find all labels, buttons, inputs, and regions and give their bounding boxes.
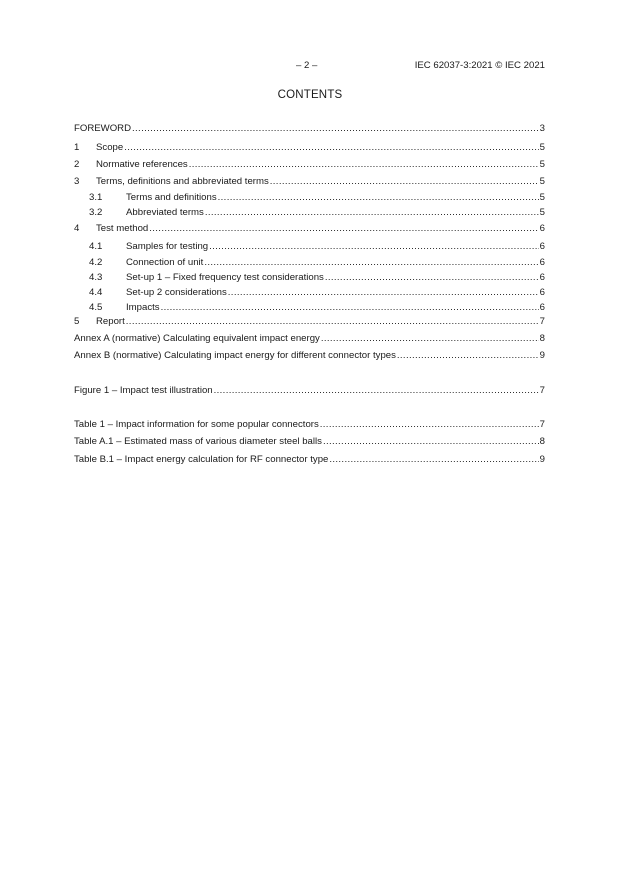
toc-page-number: 6 xyxy=(539,223,545,234)
page-header xyxy=(74,60,545,74)
toc-leader-dots xyxy=(161,301,539,315)
toc-leader-dots xyxy=(124,141,538,155)
toc-leader-dots xyxy=(323,435,539,449)
toc-page-number: 9 xyxy=(539,350,545,361)
toc-page-number: 5 xyxy=(539,176,545,187)
toc-label: Table 1 – Impact information for some popular connectors xyxy=(74,419,319,430)
toc-section-number: 4.1 xyxy=(89,241,103,252)
contents-title: CONTENTS xyxy=(277,89,343,101)
toc-section-number: 2 xyxy=(74,159,80,170)
toc-label: Connection of unit xyxy=(126,257,204,268)
toc-section-number: 4.2 xyxy=(89,257,103,268)
toc-leader-dots xyxy=(325,271,539,285)
toc-entry-terms-definitions[interactable] xyxy=(74,175,545,189)
page-number: – 2 – xyxy=(296,60,318,71)
toc-section-number: 3.2 xyxy=(89,207,103,218)
toc-page-number: 7 xyxy=(539,419,545,430)
toc-entry-4-3[interactable] xyxy=(74,271,545,285)
toc-leader-dots xyxy=(218,191,539,205)
toc-section-number: 3.1 xyxy=(89,192,103,203)
toc-leader-dots xyxy=(189,158,539,172)
toc-section-number: 1 xyxy=(74,142,80,153)
toc-entry-figure-1[interactable] xyxy=(74,384,545,398)
toc-entry-foreword[interactable] xyxy=(74,122,545,136)
toc-page-number: 8 xyxy=(539,436,545,447)
toc-entry-4-2[interactable] xyxy=(74,256,545,270)
toc-label: Annex A (normative) Calculating equivalent impact energy xyxy=(74,333,320,344)
toc-entry-4-4[interactable] xyxy=(74,286,545,300)
toc-leader-dots xyxy=(270,175,539,189)
toc-page-number: 7 xyxy=(539,385,545,396)
toc-page-number: 5 xyxy=(539,192,545,203)
toc-leader-dots xyxy=(209,240,539,254)
toc-page-number: 5 xyxy=(539,159,545,170)
toc-leader-dots xyxy=(214,384,539,398)
toc-entry-table-b-1[interactable] xyxy=(74,453,545,467)
toc-section-number: 4.3 xyxy=(89,272,103,283)
toc-label: FOREWORD xyxy=(74,123,132,134)
toc-leader-dots xyxy=(228,286,539,300)
toc-leader-dots xyxy=(321,332,539,346)
toc-label: Scope xyxy=(96,142,124,153)
toc-entry-report[interactable] xyxy=(74,315,545,329)
toc-entry-scope[interactable] xyxy=(74,141,545,155)
toc-label: Figure 1 – Impact test illustration xyxy=(74,385,213,396)
toc-leader-dots xyxy=(205,206,539,220)
toc-page-number: 6 xyxy=(539,287,545,298)
toc-entry-annex-a[interactable] xyxy=(74,332,545,346)
toc-page-number: 5 xyxy=(539,207,545,218)
toc-leader-dots xyxy=(149,222,538,236)
toc-label: Report xyxy=(96,316,125,327)
toc-entry-4-1[interactable] xyxy=(74,240,545,254)
toc-entry-table-1[interactable] xyxy=(74,418,545,432)
toc-page-number: 3 xyxy=(539,123,545,134)
toc-label: Annex B (normative) Calculating impact energy for different connector types xyxy=(74,350,396,361)
toc-label: Terms, definitions and abbreviated terms xyxy=(96,176,269,187)
document-reference: IEC 62037-3:2021 © IEC 2021 xyxy=(414,60,545,71)
toc-leader-dots xyxy=(126,315,539,329)
toc-label: Table A.1 – Estimated mass of various diameter steel balls xyxy=(74,436,322,447)
toc-label: Samples for testing xyxy=(126,241,209,252)
toc-page-number: 6 xyxy=(539,257,545,268)
toc-section-number: 4.4 xyxy=(89,287,103,298)
toc-entry-normative-references[interactable] xyxy=(74,158,545,172)
toc-section-number: 4.5 xyxy=(89,302,103,313)
toc-page-number: 6 xyxy=(539,272,545,283)
toc-page-number: 5 xyxy=(539,142,545,153)
toc-label: Set-up 1 – Fixed frequency test considerations xyxy=(126,272,324,283)
toc-label: Normative references xyxy=(96,159,188,170)
toc-label: Abbreviated terms xyxy=(126,207,204,218)
toc-page-number: 6 xyxy=(539,241,545,252)
toc-section-number: 5 xyxy=(74,316,80,327)
toc-label: Impacts xyxy=(126,302,160,313)
toc-label: Table B.1 – Impact energy calculation for RF connector type xyxy=(74,454,329,465)
toc-label: Set-up 2 considerations xyxy=(126,287,227,298)
toc-leader-dots xyxy=(320,418,539,432)
toc-page-number: 8 xyxy=(539,333,545,344)
toc-entry-annex-b[interactable] xyxy=(74,349,545,363)
toc-page-number: 7 xyxy=(539,316,545,327)
toc-label: Test method xyxy=(96,223,149,234)
toc-section-number: 4 xyxy=(74,223,80,234)
toc-label: Terms and definitions xyxy=(126,192,217,203)
toc-section-number: 3 xyxy=(74,176,80,187)
toc-leader-dots xyxy=(329,453,538,467)
toc-leader-dots xyxy=(204,256,538,270)
toc-leader-dots xyxy=(397,349,539,363)
toc-entry-test-method[interactable] xyxy=(74,222,545,236)
toc-leader-dots xyxy=(132,122,539,136)
toc-entry-table-a-1[interactable] xyxy=(74,435,545,449)
toc-entry-3-1[interactable] xyxy=(74,191,545,205)
toc-page-number: 6 xyxy=(539,302,545,313)
toc-entry-3-2[interactable] xyxy=(74,206,545,220)
toc-entry-4-5[interactable] xyxy=(74,301,545,315)
toc-page-number: 9 xyxy=(539,454,545,465)
